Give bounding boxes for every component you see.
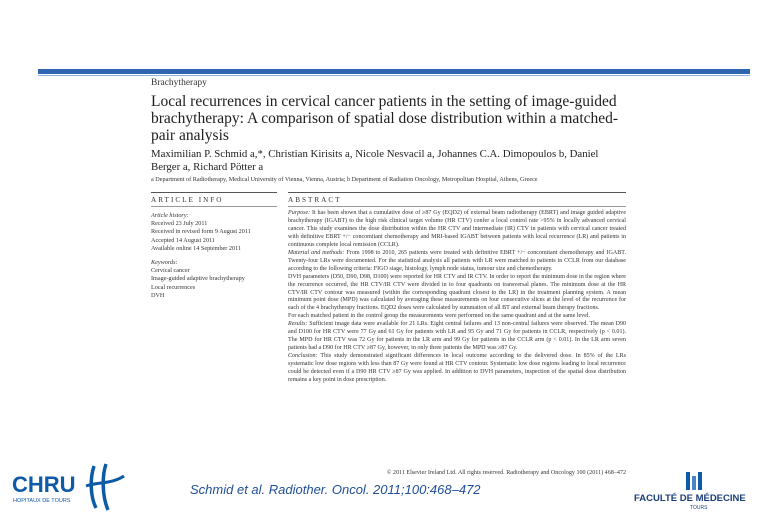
article-info-header: ARTICLE INFO (151, 196, 224, 204)
methods-text-2: DVH parameters (D50, D90, D98, D100) were reported for HR CTV and IR CTV. In order to report the minimum dose in the region where the recurrence occurred, the HR CTV/IR CTV were divided in to four quadrants on transversal planes. The minimum dose at the HR CTV/IR CTV contour was measured (within the corresponding quadrant closest to the LR) in the treatment planning system. A mean minimum point dose (MPD) was calculated by averaging these measurements on four consecutive slices at the level of the recurrence for each of the 4 brachytherapy fractions. EQD2 doses were calculated by summation of all BT and external beam therapy fractions. (288, 273, 626, 312)
purpose-text: It has been shown that a cumulative dose of ≥87 Gy (EQD2) of external beam radiotherapy (EBRT) and image guided adaptive brachytherapy (IGABT) to the high risk clinical target volume (HR CTV) confer a local control rate >95% in locally advanced cervical cancer. This study examines the dose distribution within the HR CTV and intermediate (IR) CTV in patients with cervical cancer treated with definitive EBRT +/− concomitant chemotherapy and MRI-based IGABT between patients with local recurrence (LR) and patients in continuous complete local remission (CCLR). (288, 210, 627, 248)
abstract-subrule (288, 206, 626, 207)
faculte-medecine-logo (632, 470, 758, 510)
keyword-item: Image-guided adaptive brachytherapy (151, 275, 245, 283)
history-item: Available online 14 September 2011 (151, 244, 242, 252)
results-text: Sufficient image data were available for 21 LRs. Eight central failures and 13 non-central failures were observed. The mean D90 and D100 for HR CTV were 77 Gy and 61 Gy for patients with LR and 95 Gy and 71 Gy for patients in CCLR, respectively (p < 0.01). The MPD for HR CTV was 72 Gy for patients in the LR arm and 99 Gy for patients in the CCLR arm (p < 0.01). In the LR arm seven patients had a D90 for HR CTV ≥87 Gy, however, in only three patients the MPD was ≥87 Gy. (288, 321, 627, 352)
faculte-emblem-bar (692, 476, 696, 490)
keyword-item: Cervical cancer (151, 267, 190, 275)
chru-logo-subtitle: HOPITAUX DE TOURS (13, 498, 71, 504)
history-label: Article history: (151, 212, 189, 219)
article-info-subrule (151, 206, 277, 207)
keyword-item: DVH (151, 291, 165, 299)
abstract-body (288, 210, 626, 385)
chru-emblem-stroke (103, 464, 108, 510)
purpose-label: Purpose: (288, 210, 311, 216)
section-label: Brachytherapy (151, 78, 207, 88)
keywords-label: Keywords: (151, 259, 178, 267)
chru-logo (10, 462, 128, 512)
chru-emblem-stroke (91, 466, 96, 508)
history-item: Received 23 July 2011 (151, 220, 208, 228)
copyright-line: © 2011 Elsevier Ireland Ltd. All rights reserved. Radiotherapy and Oncology 100 (2011) 468–472 (386, 470, 626, 476)
methods-text: From 1998 to 2010, 265 patients were treated with definitive EBRT +/− concomitant chemotherapy and IGABT. Twenty-four LRs were documented. For the statistical analysis all patients with LR were matched to patients in CCLR from our database according to the following criteria: FIGO stage, histology, lymph node status, tumour size and chemotherapy. (288, 249, 626, 272)
header-bar (38, 69, 750, 74)
keyword-item: Local recurrences (151, 283, 196, 291)
article-info (151, 212, 271, 300)
abstract-header: ABSTRACT (288, 196, 342, 204)
paper-authors: Maximilian P. Schmid a,*, Christian Kirisits a, Nicole Nesvacil a, Johannes C.A. Dimopoulos b, Daniel Berger a, Richard Pötter a (151, 148, 599, 173)
faculte-emblem-bar (698, 472, 702, 490)
paper-affiliations: a Department of Radiotherapy, Medical University of Vienna, Vienna, Austria; b Department of Radiation Oncology, Metropolitan Hospital, Athens, Greece (151, 176, 538, 183)
history-item: Accepted 14 August 2011 (151, 236, 215, 244)
results-label: Results: (288, 321, 308, 328)
faculte-logo-name: FACULTÉ DE MÉDECINE (634, 493, 746, 504)
chru-logo-name: CHRU (12, 472, 76, 497)
paper-title: Local recurrences in cervical cancer patients in the setting of image-guided brachytherapy: A comparison of spatial dose distribution within a matched-pair analysis (151, 93, 619, 144)
history-item: Received in revised form 9 August 2011 (151, 228, 251, 236)
abstract-rule (288, 192, 626, 193)
faculte-emblem-bar (686, 472, 690, 490)
header-bar-thin (38, 75, 750, 76)
conclusion-text: This study demonstrated significant differences in local outcome according to the delivered dose. In 85% of the LRs systematic low dose regions with less than 87 Gy were found at HR CTV contour. Systematic low dose regions leading to local recurrence could be detected even if a D90 HR CTV ≥87 Gy was applied. In addition to DVH parameters, inspection of the spatial dose distribution remains a key point in dose prescription. (288, 353, 627, 384)
article-info-rule (151, 192, 277, 193)
methods-label: Material and methods: (288, 249, 345, 256)
faculte-logo-subtitle: TOURS (690, 505, 708, 510)
conclusion-label: Conclusion: (288, 353, 318, 360)
citation-caption: Schmid et al. Radiother. Oncol. 2011;100:468–472 (190, 482, 481, 497)
methods-text-3: For each matched patient in the control group the measurements were performed on the same quadrant and at the same level. (288, 313, 591, 320)
